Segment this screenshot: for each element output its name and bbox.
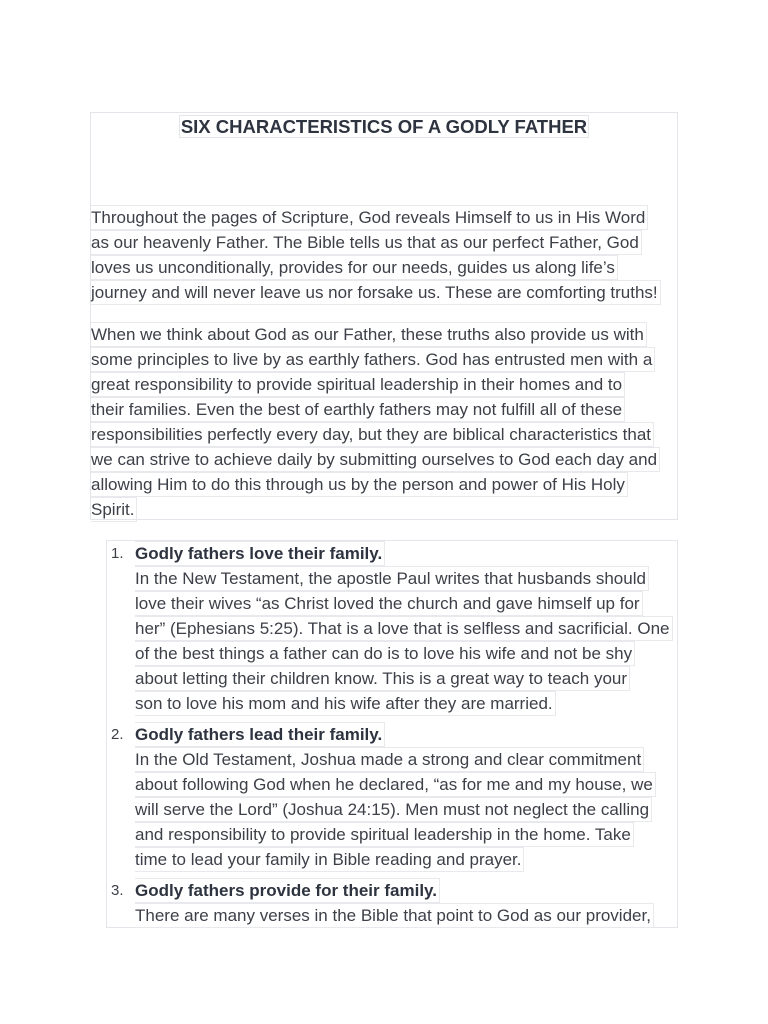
list-number: 3. xyxy=(111,882,124,899)
list-item-heading: Godly fathers love their family. xyxy=(135,541,385,566)
list-item-heading: Godly fathers lead their family. xyxy=(135,722,385,747)
text-line: about letting their children know. This is a great way to teach your xyxy=(135,666,630,691)
text-line: In the Old Testament, Joshua made a strong and clear commitment xyxy=(135,747,644,772)
text-line: There are many verses in the Bible that point to God as our provider, xyxy=(135,903,654,928)
list-number: 1. xyxy=(111,545,124,562)
text-line: as our heavenly Father. The Bible tells us that as our perfect Father, God xyxy=(91,230,642,255)
text-line: In the New Testament, the apostle Paul writes that husbands should xyxy=(135,566,649,591)
list-item-heading: Godly fathers provide for their family. xyxy=(135,878,440,903)
text-line: Throughout the pages of Scripture, God reveals Himself to us in His Word xyxy=(91,205,648,230)
list-number: 2. xyxy=(111,726,124,743)
list-item-body xyxy=(135,722,680,872)
text-line: will serve the Lord” (Joshua 24:15). Men must not neglect the calling xyxy=(135,797,652,822)
text-line: love their wives “as Christ loved the church and gave himself up for xyxy=(135,591,643,616)
text-line: allowing Him to do this through us by the person and power of His Holy xyxy=(91,472,628,497)
list-item-body xyxy=(135,878,680,928)
document-title: SIX CHARACTERISTICS OF A GODLY FATHER xyxy=(180,116,588,137)
text-line: her” (Ephesians 5:25). That is a love that is selfless and sacrificial. One xyxy=(135,616,673,641)
intro-paragraph-2 xyxy=(91,322,679,522)
text-line: Spirit. xyxy=(91,497,137,522)
text-line: journey and will never leave us nor forsake us. These are comforting truths! xyxy=(91,280,661,305)
text-line: of the best things a father can do is to love his wife and not be shy xyxy=(135,641,635,666)
text-line: we can strive to achieve daily by submitting ourselves to God each day and xyxy=(91,447,660,472)
text-line: loves us unconditionally, provides for our needs, guides us along life’s xyxy=(91,255,618,280)
text-line: responsibilities perfectly every day, but they are biblical characteristics that xyxy=(91,422,654,447)
text-line: about following God when he declared, “as for me and my house, we xyxy=(135,772,656,797)
text-line: time to lead your family in Bible reading and prayer. xyxy=(135,847,524,872)
text-line: great responsibility to provide spiritual leadership in their homes and to xyxy=(91,372,625,397)
text-line: their families. Even the best of earthly fathers may not fulfill all of these xyxy=(91,397,625,422)
text-line: some principles to live by as earthly fathers. God has entrusted men with a xyxy=(91,347,655,372)
text-line: son to love his mom and his wife after they are married. xyxy=(135,691,556,716)
text-line: and responsibility to provide spiritual leadership in the home. Take xyxy=(135,822,634,847)
text-line: When we think about God as our Father, these truths also provide us with xyxy=(91,322,647,347)
list-item-body xyxy=(135,541,680,716)
intro-paragraph-1 xyxy=(91,205,679,305)
